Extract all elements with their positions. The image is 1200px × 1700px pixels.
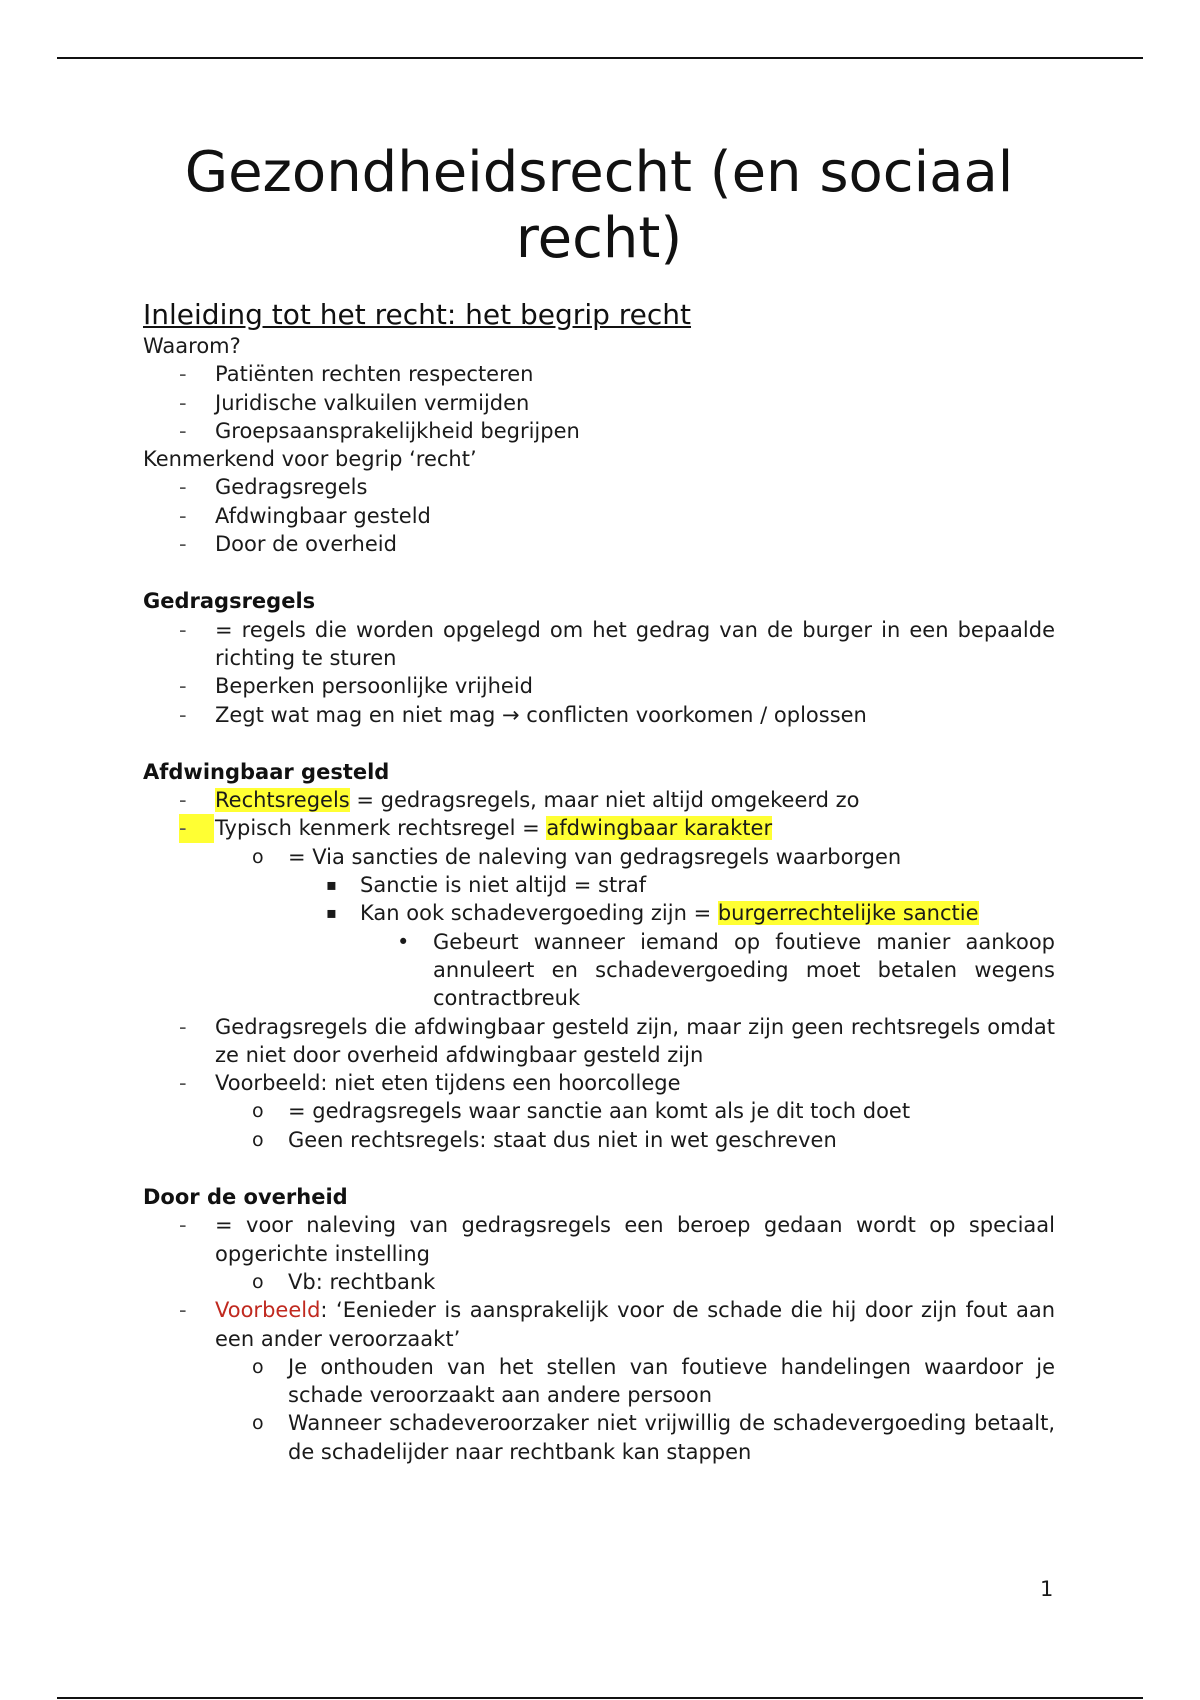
document-title: Gezondheidsrecht (en sociaal recht) <box>184 140 1014 271</box>
list-item: - Patiënten rechten respecteren <box>179 362 534 387</box>
list-item: o Geen rechtsregels: staat dus niet in wet geschreven <box>252 1127 837 1152</box>
list-item: o Vb: rechtbank <box>252 1269 436 1294</box>
section-heading: Inleiding tot het recht: het begrip recht <box>143 298 692 331</box>
kenmerk-label: Kenmerkend voor begrip ‘recht’ <box>143 447 477 472</box>
list-item: • Gebeurt wanneer iemand op foutieve manier aankoop annuleert en schadevergoeding moet betalen wegens contractbreuk <box>397 929 1055 1011</box>
list-item: - Gedragsregels die afdwingbaar gesteld zijn, maar zijn geen rechtsregels omdat ze niet door overheid afdwingbaar gesteld zijn <box>179 1014 1055 1067</box>
list-item: - Groepsaansprakelijkheid begrijpen <box>179 418 580 443</box>
list-item: - Afdwingbaar gesteld <box>179 503 431 528</box>
document-body <box>143 298 1055 1466</box>
page-number: 1 <box>1040 1577 1054 1601</box>
list-item: - = voor naleving van gedragsregels een beroep gedaan wordt op speciaal opgerichte instelling <box>179 1213 1055 1266</box>
list-item: - Voorbeeld: niet eten tijdens een hoorcollege <box>179 1071 681 1096</box>
list-item: - Gedragsregels <box>179 475 368 500</box>
list-item: o Je onthouden van het stellen van foutieve handelingen waardoor je schade veroorzaakt aan andere persoon <box>252 1354 1055 1408</box>
gedragsregels-heading: Gedragsregels <box>143 589 316 614</box>
list-item: o = gedragsregels waar sanctie aan komt als je dit toch doet <box>252 1099 911 1124</box>
list-item: - Juridische valkuilen vermijden <box>179 390 530 415</box>
afdwingbaar-heading: Afdwingbaar gesteld <box>143 759 390 784</box>
highlight: Rechtsregels <box>215 788 350 813</box>
list-item: o Wanneer schadeveroorzaker niet vrijwillig de schadevergoeding betaalt, de schadelijder naar rechtbank kan stappen <box>252 1411 1055 1464</box>
highlight: burgerrechtelijke sanctie <box>717 901 979 926</box>
list-item: ▪ Sanctie is niet altijd = straf <box>326 873 647 898</box>
list-item: - Rechtsregels = gedragsregels, maar niet altijd omgekeerd zo <box>179 788 860 813</box>
list-item: - Typisch kenmerk rechtsregel = afdwingbaar karakter <box>143 814 1055 842</box>
highlight: afdwingbaar karakter <box>546 816 773 841</box>
bottom-rule <box>57 1697 1143 1699</box>
voorbeeld-label: Voorbeeld <box>215 1298 321 1323</box>
list-item: ▪ Kan ook schadevergoeding zijn = burgerrechtelijke sanctie <box>326 901 979 926</box>
list-item: - Voorbeeld: ‘Eenieder is aansprakelijk voor de schade die hij door zijn fout aan een ander veroorzaakt’ <box>179 1298 1055 1351</box>
list-item: - Door de overheid <box>179 532 397 557</box>
document-page <box>143 0 1055 1700</box>
list-item: - Beperken persoonlijke vrijheid <box>179 674 533 699</box>
list-item: o = Via sancties de naleving van gedragsregels waarborgen <box>252 844 902 869</box>
overheid-heading: Door de overheid <box>143 1185 348 1210</box>
list-item: - = regels die worden opgelegd om het gedrag van de burger in een bepaalde richting te sturen <box>179 617 1055 670</box>
list-item: - Zegt wat mag en niet mag → conflicten voorkomen / oplossen <box>179 702 867 727</box>
why-label: Waarom? <box>143 334 241 358</box>
